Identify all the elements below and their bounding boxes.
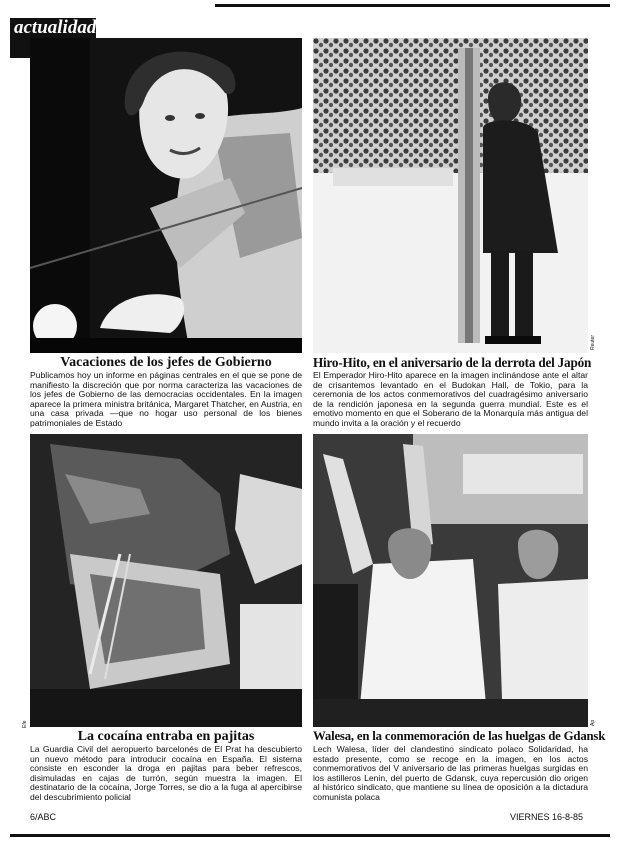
photo-credit: Efe: [22, 720, 28, 728]
photo-walesa: [313, 434, 588, 727]
section-line-1: actualidad: [14, 17, 97, 38]
story-title: La cocaína entraba en pajitas: [77, 729, 255, 744]
story-title: Vacaciones de los jefes de Gobierno: [60, 355, 272, 370]
story-body: El Emperador Hiro-Hito aparece en la imagen inclinándose ante el altar de crisantemos levantado en el Budokan Hall, de Tokio, para la ceremonia de los actos conmemorativos del cuadragésimo aniversario de la rendición japonesa en la segunda guerra mundial. Este es el emotivo momento en que el Soberano de la Monarquía más antigua del mundo invita a la oración y el recuerdo: [313, 370, 588, 428]
story-body: Lech Walesa, líder del clandestino sindicato polaco Solidaridad, ha estado presente, como se recoge en la imagen, en los actos conmemorativos del V aniversario de las primeras huelgas surgidas en los astilleros Lenin, del puerto de Gdansk, cuya repercusión dio origen al histórico sindicato, que mantiene su línea de oposición a la dictadura comunista polaca: [313, 744, 588, 802]
story-title: Walesa, en la conmemoración de las huelgas de Gdansk: [313, 729, 606, 743]
photo-credit: Ap: [590, 719, 596, 726]
bottom-rule: [10, 834, 610, 837]
page-number: 6/ABC: [30, 812, 57, 822]
issue-date: VIERNES 16-8-85: [510, 812, 584, 822]
top-rule: [215, 4, 610, 7]
photo-cocaine: [30, 434, 302, 727]
photo-credit: Reuter: [590, 334, 596, 350]
story-body: Publicamos hoy un informe en páginas centrales en el que se pone de manifiesto la discreción que por norma caracteriza las vacaciones de los jefes de Gobierno de las democracias occidentales. En la imagen aparece la primera ministra británica, Margaret Thatcher, en Austria, en una casa privada —que no hogar uso personal de los bienes patrimoniales de Estado: [30, 370, 302, 428]
photo-thatcher: [30, 38, 302, 353]
story-body: La Guardia Civil del aeropuerto barcelonés de El Prat ha descubierto un nuevo método para introducir cocaína en España. El sistema consiste en esconder la droga en pajitas para beber refrescos, disimuladas en cajas de turrón, según muestra la imagen. El destinatario de la cocaína, Jorge Torres, se dio a la fuga al apercibirse del descubrimiento policial: [30, 744, 302, 802]
story-title: Hiro-Hito, en el aniversario de la derrota del Japón: [313, 355, 592, 370]
photo-hirohito: [313, 38, 588, 353]
